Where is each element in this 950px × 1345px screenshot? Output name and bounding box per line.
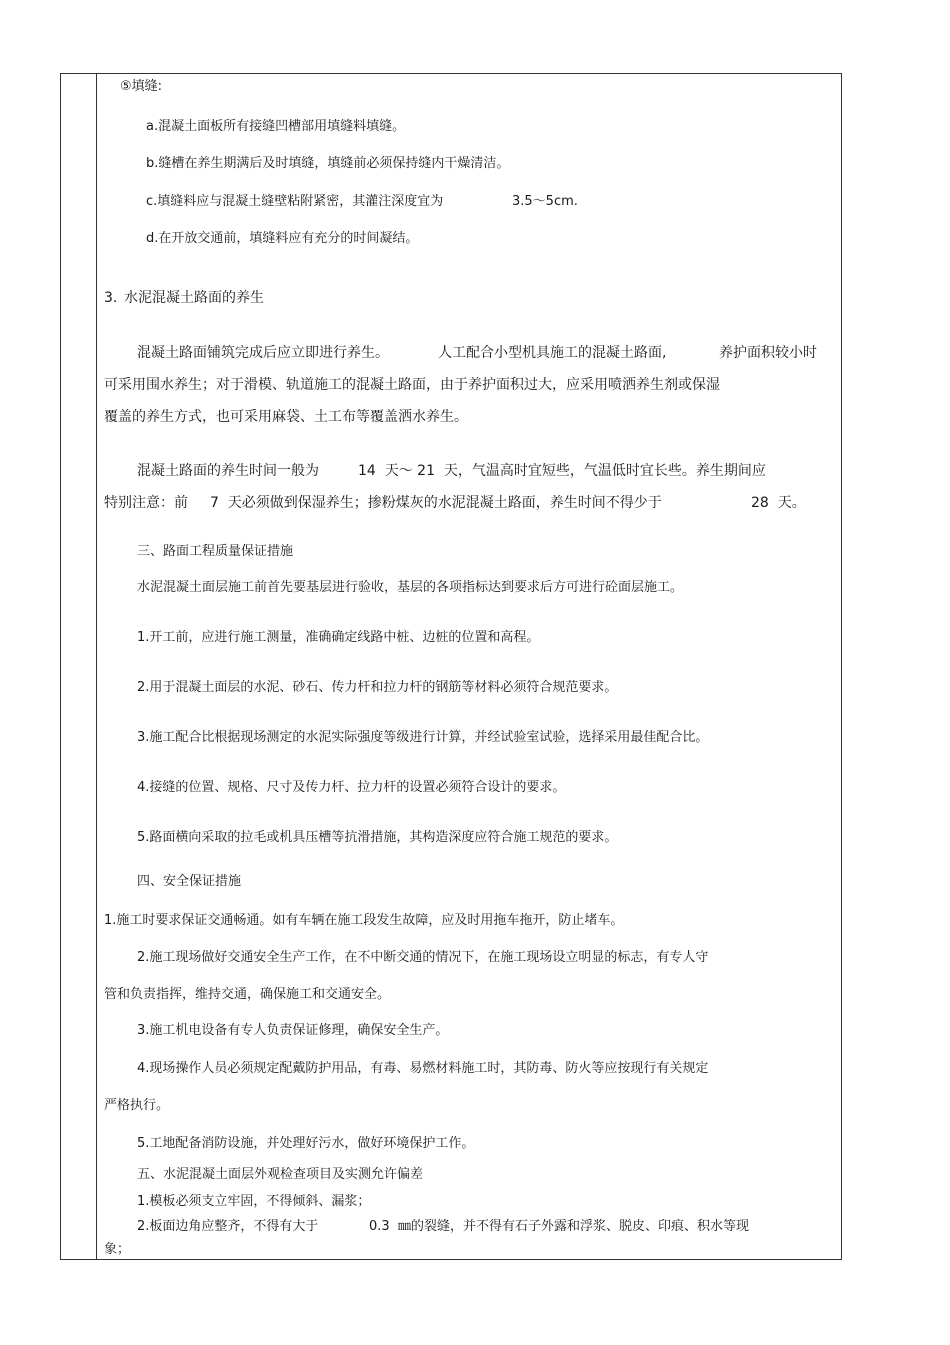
list-item: 4.接缝的位置、规格、尺寸及传力杆、拉力杆的设置必须符合设计的要求。: [137, 780, 566, 795]
item-d: d.在开放交通前，填缝料应有充分的时间凝结。: [146, 231, 419, 246]
paragraph-line: 14 天～ 21 天，气温高时宜短些，气温低时宜长些。养生期间应: [358, 463, 766, 479]
section-heading: 三、路面工程质量保证措施: [137, 544, 294, 559]
list-item: 1.施工时要求保证交通畅通。如有车辆在施工段发生故障，应及时用拖车拖开，防止堵车。: [104, 913, 624, 928]
list-item: 5.路面横向采取的拉毛或机具压槽等抗滑措施，其构造深度应符合施工规范的要求。: [137, 830, 618, 845]
list-item-continued: 严格执行。: [104, 1098, 170, 1113]
list-item: 3.施工机电设备有专人负责保证修理，确保安全生产。: [137, 1023, 449, 1038]
paragraph-line: 混凝土路面铺筑完成后应立即进行养生。: [137, 345, 389, 361]
table-frame: [60, 73, 842, 1260]
list-item: 1.模板必须支立牢固，不得倾斜、漏浆；: [137, 1194, 371, 1209]
item-c: c.填缝料应与混凝土缝壁粘附紧密，其灌注深度宜为: [146, 194, 444, 209]
paragraph-line: 特别注意：前: [104, 495, 188, 511]
item-fill-joints-heading: ⑤填缝:: [120, 79, 163, 94]
list-item-continued: 管和负责指挥，维持交通，确保施工和交通安全。: [104, 987, 391, 1002]
paragraph-line: 养护面积较小时: [719, 345, 817, 361]
item-a: a.混凝土面板所有接缝凹槽部用填缝料填缝。: [146, 119, 406, 134]
list-item: 1.开工前，应进行施工测量，准确确定线路中桩、边桩的位置和高程。: [137, 630, 540, 645]
list-item: 4.现场操作人员必须规定配戴防护用品，有毒、易燃材料施工时，其防毒、防火等应按现行有关规定: [137, 1061, 709, 1076]
paragraph-line: 可采用围水养生；对于滑模、轨道施工的混凝土路面，由于养护面积过大，应采用喷洒养生剂或保湿: [104, 377, 720, 393]
list-item: 5.工地配备消防设施，并处理好污水，做好环境保护工作。: [137, 1136, 475, 1151]
paragraph-line: 人工配合小型机具施工的混凝土路面,: [438, 345, 667, 361]
list-item: 2.施工现场做好交通安全生产工作，在不中断交通的情况下，在施工现场设立明显的标志，有专人守: [137, 950, 709, 965]
list-item-continued: 象；: [104, 1242, 131, 1257]
section-number: 3.: [104, 290, 118, 306]
paragraph-line: 覆盖的养生方式，也可采用麻袋、土工布等覆盖洒水养生。: [104, 409, 468, 425]
paragraph-line: 水泥混凝土面层施工前首先要基层进行验收，基层的各项指标达到要求后方可进行砼面层施工。: [137, 580, 684, 595]
list-item: 2.板面边角应整齐，不得有大于: [137, 1219, 319, 1234]
paragraph-line: 混凝土路面的养生时间一般为: [137, 463, 319, 479]
section-heading: 四、安全保证措施: [137, 874, 242, 889]
list-item: 3.施工配合比根据现场测定的水泥实际强度等级进行计算，并经试验室试验，选择采用最佳配合比。: [137, 730, 709, 745]
section-heading: 五、水泥混凝土面层外观检查项目及实测允许偏差: [137, 1167, 424, 1182]
column-divider: [96, 73, 97, 1260]
list-item: 0.3 ㎜的裂缝，并不得有石子外露和浮浆、脱皮、印痕、积水等现: [369, 1219, 749, 1234]
paragraph-line: 28 天。: [751, 495, 806, 511]
item-c-value: 3.5～5cm.: [512, 194, 578, 209]
paragraph-line: 7 天必须做到保湿养生；掺粉煤灰的水泥混凝土路面，养生时间不得少于: [210, 495, 662, 511]
section-title: 水泥混凝土路面的养生: [124, 290, 264, 306]
item-b: b.缝槽在养生期满后及时填缝，填缝前必须保持缝内干燥清洁。: [146, 156, 510, 171]
list-item: 2.用于混凝土面层的水泥、砂石、传力杆和拉力杆的钢筋等材料必须符合规范要求。: [137, 680, 618, 695]
